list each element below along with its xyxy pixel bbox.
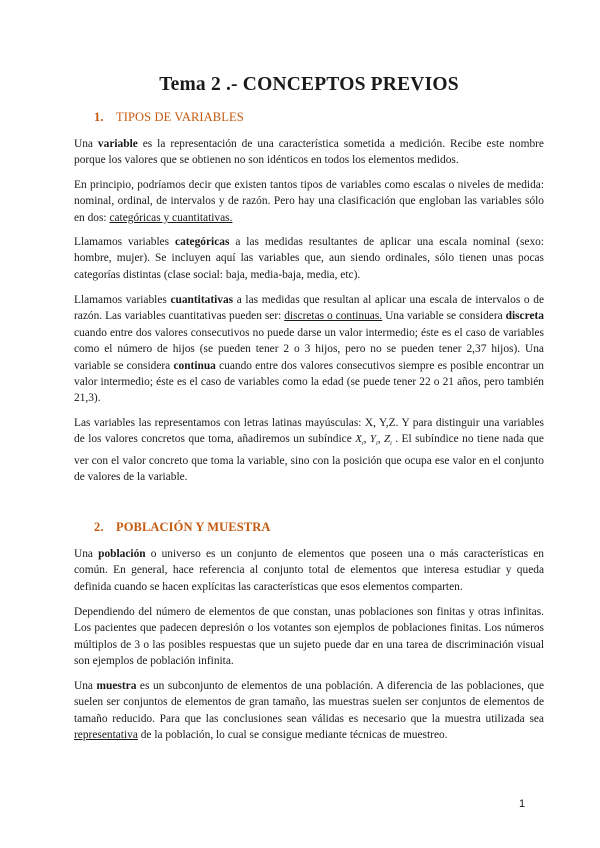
section-number: 1. — [94, 110, 104, 124]
subscript-z — [383, 433, 392, 448]
paragraph-variable-definition — [74, 136, 544, 169]
text: Llamamos variables — [74, 294, 171, 306]
separator: , — [377, 433, 384, 446]
text: Llamamos variables — [74, 236, 176, 248]
text: es la representación de una característica sometida a medición. Recibe este nombre porque los valores que se obtienen no son idénticos en todos los elementos medidos. — [74, 138, 544, 167]
text: Una — [74, 548, 99, 560]
underlined-text: representativa — [74, 729, 138, 742]
text: Una variable se considera — [382, 310, 506, 323]
paragraph-subindices — [74, 415, 544, 486]
separator: , — [363, 433, 370, 446]
text: Las variables las representamos con letras latinas mayúsculas: X, Y,Z. Y para distinguir una variables de los valores concretos que toma, añadiremos un subíndice — [74, 417, 544, 446]
text: de la población, lo cual se consigue mediante técnicas de muestreo. — [137, 729, 448, 742]
index: i — [376, 441, 378, 448]
text: Una — [74, 138, 98, 150]
text: o universo es un conjunto de elementos que poseen una o más características en común. En general, hace referencia al conjunto total de elementos que interesa estudiar y queda definida cuando se hacen explícitas las características que esos elementos comparten. — [74, 548, 545, 593]
subscript-y — [369, 433, 378, 448]
letter: Y — [369, 433, 377, 446]
letter: X — [355, 433, 362, 446]
index: i — [361, 441, 364, 448]
section-heading-tipos-de-variables — [94, 110, 244, 125]
paragraph-poblacion — [74, 546, 544, 595]
section-title: TIPOS DE VARIABLES — [116, 110, 244, 124]
term-discreta: discreta — [505, 310, 544, 323]
term-variable: variable — [97, 138, 138, 150]
text: es un subconjunto de elementos de una población. A diferencia de las poblaciones, que suelen ser conjuntos de elementos de gran tamaño, las muestras suelen ser conjuntos de elementos de tamaño reducido. Para que las conclusiones sean válidas es necesario que la muestra utilizada sea — [74, 680, 544, 725]
section-heading-poblacion-y-muestra — [94, 520, 270, 535]
paragraph-measurement-scales — [74, 177, 544, 226]
paragraph-cuantitativas — [74, 292, 544, 407]
text: a las medidas resultantes de aplicar una escala nominal (sexo: hombre, mujer). Se incluyen aquí las variables que, aun siendo ordinales, sólo tienen unas pocas categorías distintas (clase social: baja, media-baja, media, etc). — [74, 236, 545, 281]
subscript-x — [355, 433, 364, 448]
text: En principio, podríamos decir que existen tantos tipos de variables como escalas o niveles de medida: nominal, ordinal, de intervalos y de razón. Pero hay una clasificación que engloban las variables sólo en dos: — [74, 179, 544, 224]
text: cuando entre dos valores consecutivos no puede darse un valor intermedio; éste es el caso de variables como el número de hijos (se pueden tener 2 o 3 hijos, pero no se pueden tener 2,37 hijos). Una variable se considera — [74, 326, 544, 372]
term-categoricas: categóricas — [175, 236, 230, 248]
term-continua: continua — [173, 359, 216, 372]
underlined-text: discretas o continuas. — [284, 310, 383, 323]
text: Una — [74, 680, 97, 692]
term-poblacion: población — [98, 548, 146, 560]
text: cuando entre dos valores consecutivos siempre es posible encontrar un valor intermedio; éste es el caso de variables como la edad (se puede tener 22 o 21 años, pero también 21,3). — [74, 359, 544, 405]
page-number: 1 — [519, 798, 526, 810]
text: . El subíndice no tiene nada que ver con el valor concreto que toma la variable, sino con la posición que ocupa ese valor en el conjunto de valores de la variable. — [74, 433, 544, 484]
text: a las medidas que resultan al aplicar una escala de intervalos o de razón. Las variables cuantitativas pueden ser: — [74, 294, 545, 323]
term-cuantitativas: cuantitativas — [170, 294, 234, 306]
paragraph-categoricas — [74, 234, 544, 283]
paragraph-finitas-infinitas: Dependiendo del número de elementos de que constan, unas poblaciones son finitas y otras infinitas. Los pacientes que padecen depresión o los votantes son ejemplos de poblaciones finitas. Los números múltiplos de 3 o las posibles respuestas que un sujeto puede dar en una tarea de discriminación visual son ejemplos de población infinita. — [74, 606, 544, 668]
term-muestra: muestra — [96, 680, 137, 692]
underlined-text: categóricas y cuantitativas. — [109, 211, 233, 224]
page-title: Tema 2 .- CONCEPTOS PREVIOS — [159, 74, 459, 95]
section-number: 2. — [94, 520, 104, 534]
section-title: POBLACIÓN Y MUESTRA — [116, 520, 271, 534]
index: i — [390, 441, 392, 448]
letter: Z — [383, 433, 391, 446]
paragraph-muestra — [74, 678, 544, 744]
